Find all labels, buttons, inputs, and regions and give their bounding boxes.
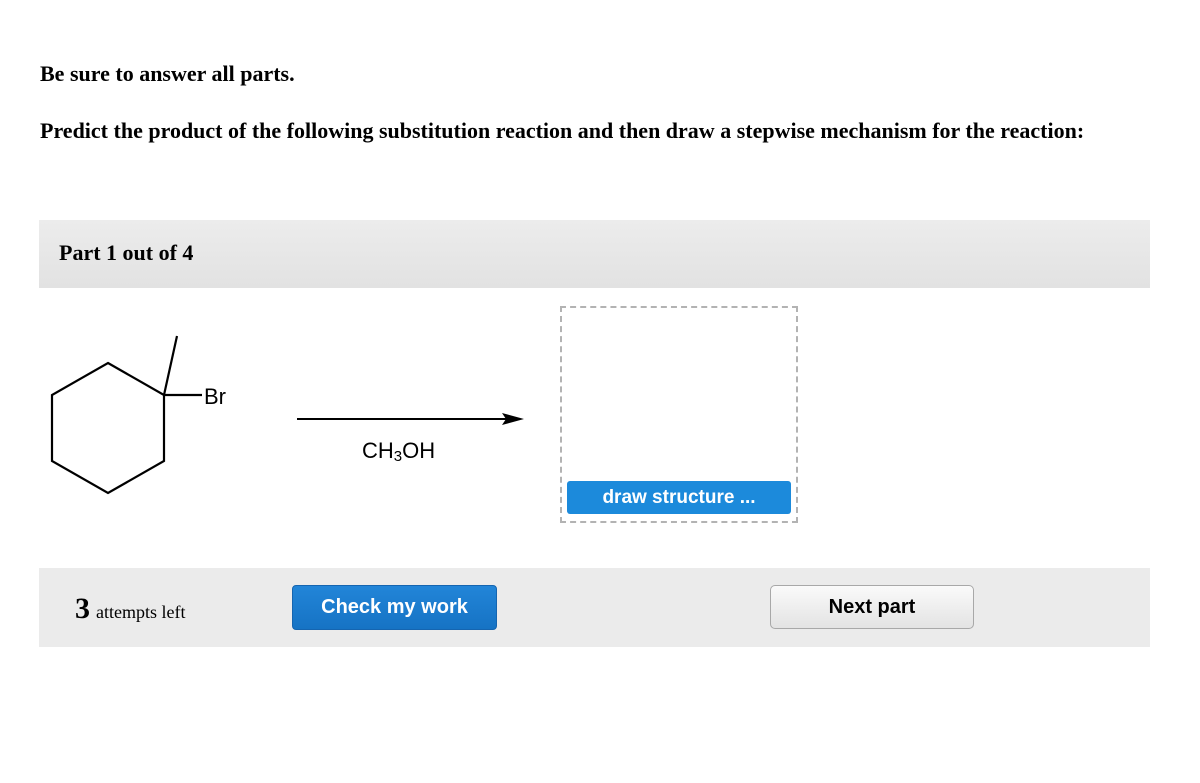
- part-label: Part 1 out of 4: [59, 240, 194, 265]
- cyclohexane-ring: [52, 363, 164, 493]
- footer-bar: [39, 568, 1150, 647]
- instruction-question: Predict the product of the following substitution reaction and then draw a stepwise mechanism for the reaction:: [40, 118, 1085, 143]
- next-part-button[interactable]: Next part: [770, 585, 974, 629]
- instruction-answer-all: Be sure to answer all parts.: [40, 61, 295, 86]
- methyl-bond: [164, 336, 177, 395]
- draw-structure-button[interactable]: draw structure ...: [567, 481, 791, 514]
- attempts-count: 3: [75, 592, 90, 625]
- part-header: [39, 220, 1150, 288]
- check-my-work-button[interactable]: Check my work: [292, 585, 497, 630]
- attempts-left: [75, 592, 185, 626]
- attempts-label: attempts left: [96, 602, 186, 622]
- reaction-scheme: [40, 328, 560, 508]
- reaction-area: [0, 288, 1200, 548]
- bromine-label: Br: [204, 384, 226, 409]
- reagent-label: $CH_3OH$: [362, 438, 436, 465]
